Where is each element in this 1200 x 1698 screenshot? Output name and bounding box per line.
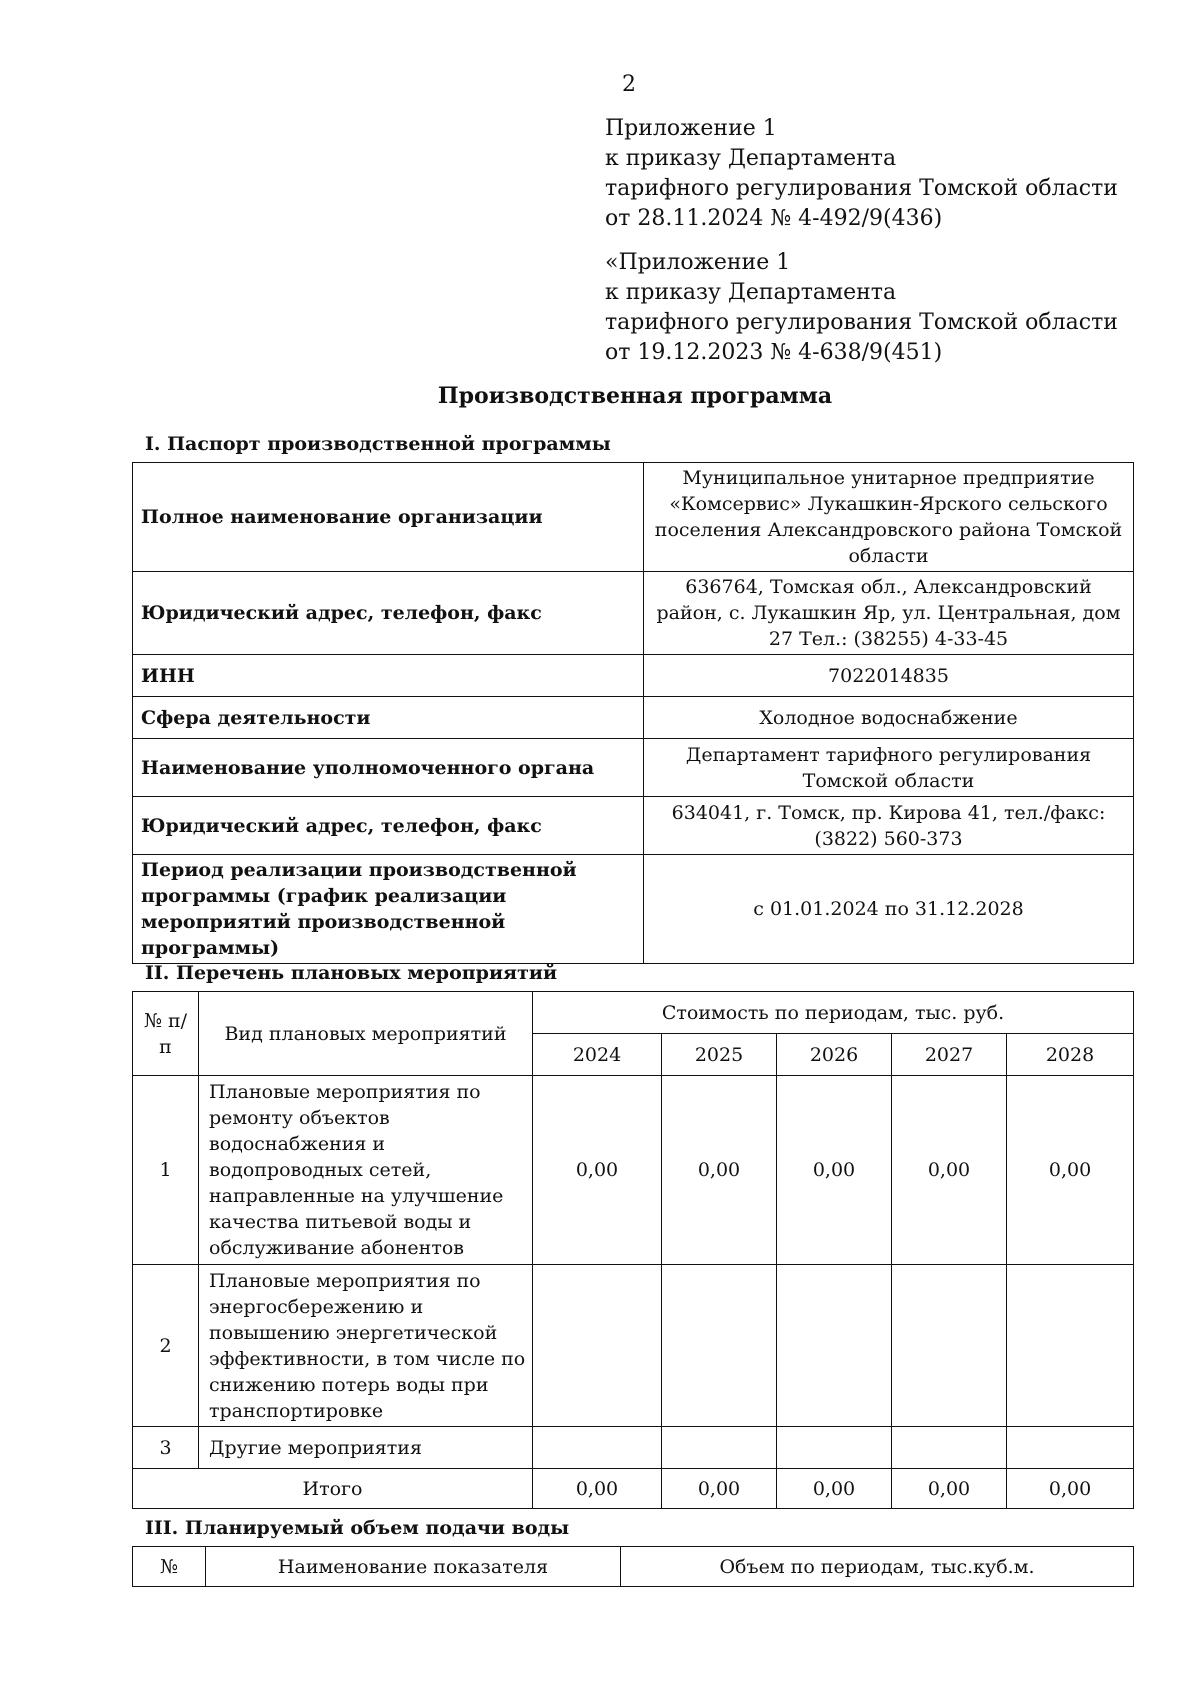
column-header-cost: Стоимость по периодам, тыс. руб. bbox=[533, 992, 1134, 1034]
appendix-line: тарифного регулирования Томской области bbox=[605, 176, 1118, 201]
cost-value bbox=[892, 1427, 1007, 1469]
cost-value bbox=[777, 1427, 892, 1469]
page-number: 2 bbox=[622, 72, 636, 97]
total-value: 0,00 bbox=[533, 1469, 662, 1509]
cost-value bbox=[1007, 1265, 1134, 1427]
column-header-volume: Объем по периодам, тыс.куб.м. bbox=[621, 1547, 1134, 1587]
total-label: Итого bbox=[133, 1469, 533, 1509]
cost-value: 0,00 bbox=[892, 1076, 1007, 1265]
appendix-line: к приказу Департамента bbox=[605, 280, 897, 305]
table-row bbox=[133, 1427, 1134, 1469]
passport-value: 7022014835 bbox=[644, 655, 1134, 697]
table-header-row bbox=[133, 1547, 1134, 1587]
column-header-kind: Вид плановых мероприятий bbox=[199, 992, 533, 1076]
cost-value bbox=[1007, 1427, 1134, 1469]
appendix-previous bbox=[605, 248, 1118, 368]
table-row bbox=[133, 572, 1134, 655]
cost-value bbox=[533, 1427, 662, 1469]
appendix-line: от 19.12.2023 № 4-638/9(451) bbox=[605, 340, 943, 365]
year-header: 2025 bbox=[662, 1034, 777, 1076]
section3-heading: III. Планируемый объем подачи воды bbox=[145, 1517, 570, 1539]
cost-value bbox=[533, 1265, 662, 1427]
document-title: Производственная программа bbox=[437, 383, 833, 409]
total-value: 0,00 bbox=[1007, 1469, 1134, 1509]
total-value: 0,00 bbox=[662, 1469, 777, 1509]
cost-value bbox=[662, 1265, 777, 1427]
appendix-line: от 28.11.2024 № 4-492/9(436) bbox=[605, 206, 943, 231]
cost-value bbox=[892, 1265, 1007, 1427]
passport-label: Наименование уполномоченного органа bbox=[133, 739, 644, 797]
passport-label: Период реализации производственной программы (график реализации мероприятий производственной программы) bbox=[133, 855, 644, 964]
passport-label: Полное наименование организации bbox=[133, 463, 644, 572]
year-header: 2028 bbox=[1007, 1034, 1134, 1076]
passport-label: Сфера деятельности bbox=[133, 697, 644, 739]
appendix-line: Приложение 1 bbox=[605, 116, 777, 141]
event-name: Плановые мероприятия по энергосбережению и повышению энергетической эффективности, в том числе по снижению потерь воды при транспортировке bbox=[199, 1265, 533, 1427]
event-name: Плановые мероприятия по ремонту объектов водоснабжения и водопроводных сетей, направленные на улучшение качества питьевой воды и обслуживание абонентов bbox=[199, 1076, 533, 1265]
appendix-line: тарифного регулирования Томской области bbox=[605, 310, 1118, 335]
passport-value: Холодное водоснабжение bbox=[644, 697, 1134, 739]
passport-value: 634041, г. Томск, пр. Кирова 41, тел./факс: (3822) 560-373 bbox=[644, 797, 1134, 855]
passport-value: Муниципальное унитарное предприятие «Комсервис» Лукашкин-Ярского сельского поселения Александровского района Томской области bbox=[644, 463, 1134, 572]
cost-value: 0,00 bbox=[533, 1076, 662, 1265]
passport-table bbox=[132, 462, 1134, 964]
passport-label: Юридический адрес, телефон, факс bbox=[133, 797, 644, 855]
appendix-line: к приказу Департамента bbox=[605, 146, 897, 171]
total-value: 0,00 bbox=[892, 1469, 1007, 1509]
table-row bbox=[133, 1265, 1134, 1427]
cost-value: 0,00 bbox=[662, 1076, 777, 1265]
section2-heading: II. Перечень плановых мероприятий bbox=[145, 962, 558, 984]
table-row bbox=[133, 1076, 1134, 1265]
table-row bbox=[133, 855, 1134, 964]
table-row bbox=[133, 655, 1134, 697]
passport-value: 636764, Томская обл., Александровский район, с. Лукашкин Яр, ул. Центральная, дом 27 Тел.: (38255) 4-33-45 bbox=[644, 572, 1134, 655]
row-number: 3 bbox=[133, 1427, 199, 1469]
section1-heading: I. Паспорт производственной программы bbox=[145, 433, 611, 455]
column-header-num: № п/п bbox=[133, 992, 199, 1076]
appendix-line: «Приложение 1 bbox=[605, 250, 791, 275]
year-header: 2026 bbox=[777, 1034, 892, 1076]
cost-value bbox=[662, 1427, 777, 1469]
passport-label: ИНН bbox=[133, 655, 644, 697]
total-row bbox=[133, 1469, 1134, 1509]
event-name: Другие мероприятия bbox=[199, 1427, 533, 1469]
cost-value: 0,00 bbox=[1007, 1076, 1134, 1265]
appendix-current bbox=[605, 114, 1118, 234]
events-table bbox=[132, 991, 1134, 1509]
table-row bbox=[133, 797, 1134, 855]
passport-label: Юридический адрес, телефон, факс bbox=[133, 572, 644, 655]
year-header: 2027 bbox=[892, 1034, 1007, 1076]
passport-value: Департамент тарифного регулирования Томской области bbox=[644, 739, 1134, 797]
total-value: 0,00 bbox=[777, 1469, 892, 1509]
column-header-num: № bbox=[133, 1547, 206, 1587]
row-number: 2 bbox=[133, 1265, 199, 1427]
table-row bbox=[133, 697, 1134, 739]
row-number: 1 bbox=[133, 1076, 199, 1265]
column-header-name: Наименование показателя bbox=[206, 1547, 621, 1587]
passport-value: с 01.01.2024 по 31.12.2028 bbox=[644, 855, 1134, 964]
cost-value: 0,00 bbox=[777, 1076, 892, 1265]
cost-value bbox=[777, 1265, 892, 1427]
supply-table bbox=[132, 1546, 1134, 1587]
table-row bbox=[133, 739, 1134, 797]
table-header-row bbox=[133, 992, 1134, 1034]
year-header: 2024 bbox=[533, 1034, 662, 1076]
table-row bbox=[133, 463, 1134, 572]
